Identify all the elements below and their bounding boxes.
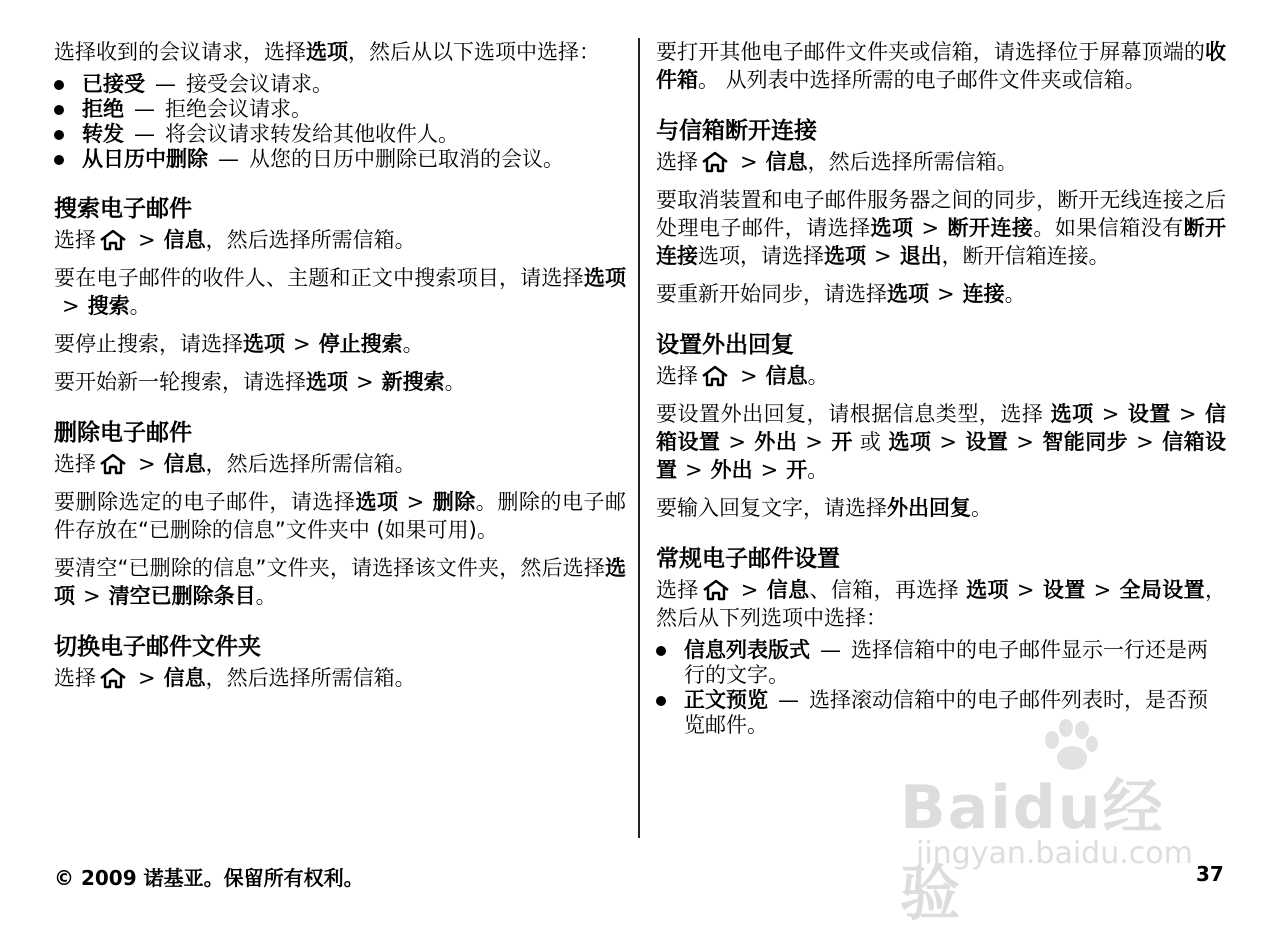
disconnect-para-1 [656, 186, 1226, 270]
text: 要开始新一轮搜索，请选择 [54, 370, 306, 394]
option-desc: 接受会议请求。 [186, 72, 333, 96]
option-desc: 从您的日历中删除已取消的会议。 [249, 147, 564, 171]
term: 退出 [899, 244, 942, 268]
text: 要打开其他电子邮件文件夹或信箱，请选择位于屏幕顶端的 [656, 40, 1205, 64]
option-desc: 将会议请求转发给其他收件人。 [165, 122, 459, 146]
home-icon [701, 578, 731, 602]
text: 要设置外出回复，请根据信息类型，选择 [656, 402, 1051, 426]
messaging-term: 信息 [765, 150, 808, 174]
text: 要取消装置和电子邮件服务器之间的同步，断开无线连接之后处理电子邮件，请选择 [656, 188, 1226, 240]
search-nav [54, 226, 626, 254]
option-label: 信息列表版式 [684, 638, 810, 662]
search-para-2 [54, 330, 626, 358]
option-desc: 选择信箱中的电子邮件显示一行还是两行的文字。 [684, 638, 1208, 687]
messaging-term: 信息 [163, 228, 206, 252]
text: ，然后从以下选项中选择： [348, 40, 600, 64]
option-label: 转发 [82, 122, 124, 146]
text: 选择 [656, 150, 698, 174]
watermark-logo: Baidu经验 [900, 773, 1165, 929]
home-icon [98, 452, 128, 476]
messaging-term: 信息 [766, 578, 810, 602]
bullet-icon [54, 105, 64, 115]
term: 外出回复 [887, 496, 971, 520]
text: 。如果信箱没有 [1033, 216, 1184, 240]
page-number: 37 [1196, 862, 1224, 886]
text: 。 [255, 584, 277, 608]
term: 信箱设置 [656, 402, 1227, 454]
text: 要输入回复文字，请选择 [656, 496, 887, 520]
text: 要重新开始同步，请选择 [656, 282, 887, 306]
text: 要清空“已删除的信息”文件夹，请选择该文件夹，然后选择 [54, 556, 605, 580]
delete-para-2 [54, 554, 626, 610]
term: 选项 [887, 282, 929, 306]
folders-intro [656, 38, 1226, 94]
term: 清空已删除条目 [108, 584, 256, 608]
sep: > [83, 584, 101, 608]
option-label: 正文预览 [684, 688, 768, 712]
term: 外出 [753, 430, 798, 454]
term: 外出 [710, 458, 753, 482]
meeting-options-list [54, 72, 626, 172]
sep: > [138, 666, 156, 690]
term: 选项 [355, 490, 399, 514]
messaging-term: 信息 [163, 452, 206, 476]
inbox-term: 收件箱 [656, 40, 1226, 92]
dash: — [134, 122, 155, 146]
dash: — [155, 72, 176, 96]
home-icon [700, 364, 730, 388]
sep: > [805, 430, 823, 454]
home-icon [98, 666, 128, 690]
text: 、信箱，再选择 [809, 578, 967, 602]
text: ，然后选择所需信箱。 [807, 150, 1018, 174]
sep: > [293, 332, 311, 356]
text: 选项，请选择 [698, 244, 824, 268]
term: 停止搜索 [318, 332, 403, 356]
text: ，然后选择所需信箱。 [205, 228, 416, 252]
text: ，然后选择所需信箱。 [205, 452, 416, 476]
bullet-icon [656, 696, 666, 706]
term: 连接 [962, 282, 1005, 306]
text: 或 [852, 430, 889, 454]
text: 选择 [54, 228, 96, 252]
sep: > [356, 370, 374, 394]
term: 选项 [1050, 402, 1094, 426]
out-of-office-nav [656, 362, 1226, 390]
out-of-office-para-1 [656, 400, 1226, 484]
switch-heading: 切换电子邮件文件夹 [54, 634, 261, 660]
option-desc: 拒绝会议请求。 [165, 97, 312, 121]
sep: > [740, 364, 758, 388]
term: 选项 [306, 370, 348, 394]
sep: > [921, 216, 940, 240]
text: 。 [444, 370, 466, 394]
text: 要在电子邮件的收件人、主题和正文中搜索项目，请选择 [54, 266, 584, 290]
search-para-1 [54, 264, 626, 320]
out-of-office-para-2 [656, 494, 1226, 522]
messaging-term: 信息 [163, 666, 206, 690]
term: 信箱设置 [656, 430, 1227, 482]
option-label: 从日历中删除 [82, 147, 208, 171]
option-desc: 选择滚动信箱中的电子邮件列表时，是否预览邮件。 [684, 688, 1208, 737]
text: 。 [807, 364, 829, 388]
sep: > [1136, 430, 1154, 454]
delete-para-1 [54, 488, 626, 544]
list-item [54, 122, 626, 147]
term: 删除 [432, 490, 476, 514]
term: 设置 [964, 430, 1009, 454]
term: 选项 [583, 266, 627, 290]
term: 选项 [824, 244, 866, 268]
dash: — [218, 147, 239, 171]
dash: — [778, 688, 799, 712]
general-settings-nav [656, 576, 1226, 632]
term: 开 [830, 430, 853, 454]
sep: > [937, 282, 955, 306]
baidu-watermark [900, 718, 1220, 929]
option-label: 拒绝 [82, 97, 124, 121]
meeting-intro [54, 38, 626, 66]
text: 。 [1004, 282, 1026, 306]
text: ，然后选择所需信箱。 [205, 666, 416, 690]
text: 选择收到的会议请求，选择 [54, 40, 306, 64]
text: 。删除的电子邮件存放在“已删除的信息”文件夹中 (如果可用)。 [54, 490, 627, 542]
sep: > [1101, 402, 1120, 426]
bullet-icon [54, 130, 64, 140]
option-label: 已接受 [82, 72, 145, 96]
disconnect-nav [656, 148, 1226, 176]
sep: > [728, 430, 746, 454]
text: 选择 [656, 578, 699, 602]
copyright: © 2009 诺基亚。保留所有权利。 [54, 866, 364, 890]
sep: > [939, 430, 957, 454]
term: 断开连接 [947, 216, 1034, 240]
sep: > [1178, 402, 1197, 426]
text: 。 [402, 332, 424, 356]
text: ，然后从下列选项中选择： [656, 578, 1227, 630]
home-icon [700, 150, 730, 174]
term: 选项 [870, 216, 914, 240]
text: 。 [971, 496, 992, 520]
text: 选择 [656, 364, 698, 388]
home-icon [98, 228, 128, 252]
term: 新搜索 [381, 370, 445, 394]
sep: > [874, 244, 892, 268]
list-item [54, 72, 626, 97]
text: 。 [129, 294, 151, 318]
term: 设置 [1127, 402, 1171, 426]
text: ，断开信箱连接。 [941, 244, 1110, 268]
sep: > [1093, 578, 1112, 602]
sep: > [62, 294, 80, 318]
text: 。 从列表中选择所需的电子邮件文件夹或信箱。 [698, 68, 1146, 92]
bullet-icon [656, 646, 666, 656]
list-item [54, 97, 626, 122]
term: 全局设置 [1119, 578, 1206, 602]
disconnect-heading: 与信箱断开连接 [656, 118, 817, 144]
messaging-term: 信息 [765, 364, 808, 388]
disconnect-para-2 [656, 280, 1226, 308]
search-para-3 [54, 368, 626, 396]
options-term: 选项 [306, 40, 348, 64]
term: 选项 [966, 578, 1009, 602]
sep: > [138, 452, 156, 476]
term: 设置 [1042, 578, 1086, 602]
term: 断开连接 [656, 216, 1227, 268]
sep: > [685, 458, 703, 482]
bullet-icon [54, 155, 64, 165]
column-divider [638, 38, 640, 838]
term: 选项 [888, 430, 932, 454]
bullet-icon [54, 80, 64, 90]
delete-nav [54, 450, 626, 478]
text: 。 [807, 458, 829, 482]
dash: — [134, 97, 155, 121]
sep: > [760, 458, 779, 482]
term: 选项 [243, 332, 285, 356]
watermark-url: jingyan.baidu.com [916, 836, 1193, 871]
sep: > [740, 578, 759, 602]
delete-heading: 删除电子邮件 [54, 420, 192, 446]
sep: > [1016, 430, 1034, 454]
term: 智能同步 [1041, 430, 1129, 454]
dash: — [820, 638, 841, 662]
general-settings-heading: 常规电子邮件设置 [656, 546, 840, 572]
sep: > [740, 150, 758, 174]
sep: > [1016, 578, 1035, 602]
text: 要停止搜索，请选择 [54, 332, 243, 356]
left-column [54, 38, 626, 702]
list-item [54, 147, 626, 172]
term: 搜索 [87, 294, 130, 318]
sep: > [138, 228, 156, 252]
search-heading: 搜索电子邮件 [54, 196, 192, 222]
right-column [656, 38, 1226, 748]
term: 开 [786, 458, 808, 482]
sep: > [406, 490, 425, 514]
switch-nav [54, 664, 626, 692]
text: 选择 [54, 452, 96, 476]
term: 选项 [54, 556, 626, 608]
text: 要删除选定的电子邮件，请选择 [54, 490, 356, 514]
text: 选择 [54, 666, 96, 690]
list-item [656, 638, 1226, 688]
out-of-office-heading: 设置外出回复 [656, 332, 794, 358]
